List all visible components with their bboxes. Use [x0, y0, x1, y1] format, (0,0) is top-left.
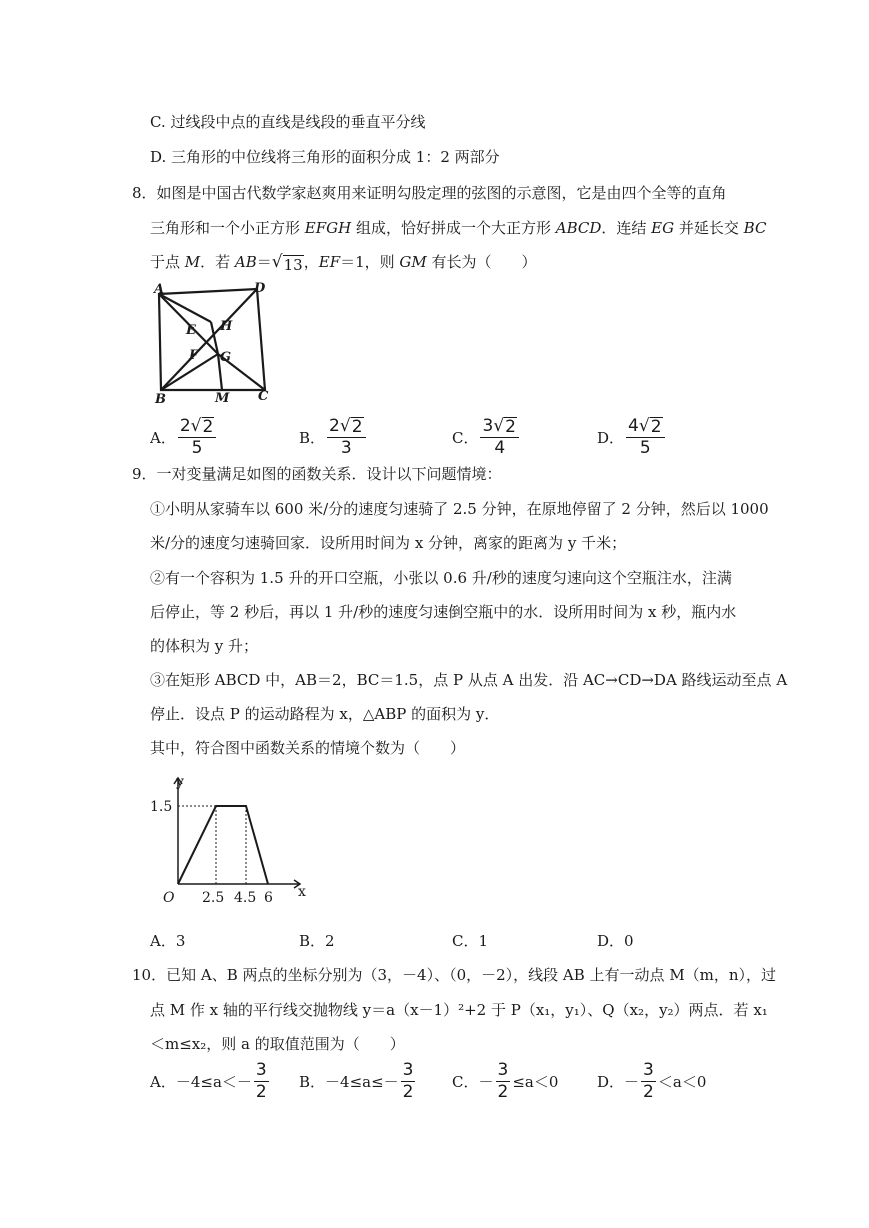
- segment-ae: [159, 294, 211, 322]
- q9-scenario-1-line1: ①小明从家骑车以 600 米/分的速度匀速骑了 2.5 分钟，在原地停留了 2 分钟，然后以 1000: [150, 500, 769, 518]
- y-axis-label: y: [176, 774, 184, 790]
- q9-option-b[interactable]: B．2: [299, 932, 335, 950]
- origin-label: O: [163, 890, 175, 906]
- label-b: B: [155, 392, 166, 404]
- q10-option-a[interactable]: A． －4≤a＜－ $\frac{3}{2}$: [150, 1060, 267, 1102]
- q8-stem-line2: 三角形和一个小正方形 EFGH 组成，恰好拼成一个大正方形 ABCD．连结 EG 并延长交 BC: [150, 219, 767, 237]
- q8-option-d[interactable]: D． 4 √ 2 5: [597, 416, 667, 458]
- q7-option-d: D. 三角形的中位线将三角形的面积分成 1：2 两部分: [150, 148, 500, 166]
- q8-option-b[interactable]: B． 2 √ 2 3: [299, 416, 368, 458]
- x-tick-4-5: 4.5: [234, 890, 257, 906]
- q9-stem: 9．一对变量满足如图的函数关系．设计以下问题情境：: [132, 465, 502, 483]
- q9-scenario-3-line2: 停止．设点 P 的运动路程为 x，△ABP 的面积为 y．: [150, 705, 500, 723]
- q8-option-a[interactable]: A． 2 √ 2 5: [150, 416, 218, 458]
- x-tick-2-5: 2.5: [202, 890, 225, 906]
- q9-scenario-1-line2: 米/分的速度匀速骑回家．设所用时间为 x 分钟，离家的距离为 y 千米；: [150, 534, 627, 552]
- q7-option-c: C. 过线段中点的直线是线段的垂直平分线: [150, 113, 426, 131]
- label-d: D: [254, 282, 266, 296]
- label-c: C: [258, 389, 269, 404]
- q8-option-c[interactable]: C． 3 √ 2 4: [452, 416, 521, 458]
- x-axis-label: x: [298, 884, 306, 900]
- q9-option-c[interactable]: C．1: [452, 932, 489, 950]
- q10-option-b[interactable]: B． －4≤a≤－ $\frac{3}{2}$: [299, 1060, 414, 1102]
- q8-figure-zhao-shuang-diagram: [148, 282, 278, 404]
- x-tick-6: 6: [264, 890, 273, 906]
- q10-option-d[interactable]: D． － $\frac{3}{2}$ ＜a＜0: [597, 1060, 707, 1102]
- q10-option-c[interactable]: C． － $\frac{3}{2}$ ≤a＜0: [452, 1060, 559, 1102]
- function-polyline: [178, 806, 268, 884]
- q10-stem-line1: 10．已知 A、B 两点的坐标分别为（3，－4）、（0，－2），线段 AB 上有一动点 M（m，n），过: [132, 966, 777, 984]
- q9-scenario-2-line3: 的体积为 y 升；: [150, 637, 259, 655]
- label-e: E: [186, 323, 196, 338]
- q10-stem-line2: 点 M 作 x 轴的平行线交抛物线 y＝a（x－1）²+2 于 P（x₁，y₁）、Q（x₂，y₂）两点．若 x₁: [150, 1001, 768, 1019]
- q8-stem-line3: 于点 M．若 AB＝ √ 13 ，EF＝1，则 GM 有长为（ ）: [150, 252, 537, 274]
- q9-function-graph: [140, 772, 310, 912]
- label-f: F: [189, 348, 199, 363]
- q9-question: 其中，符合图中函数关系的情境个数为（ ）: [150, 739, 466, 757]
- label-m: M: [215, 391, 230, 404]
- sqrt-13: √ 13: [271, 252, 303, 274]
- label-g: G: [220, 350, 232, 365]
- label-a: A: [154, 282, 165, 297]
- y-tick-1-5: 1.5: [150, 799, 173, 815]
- q10-stem-line3: ＜m≤x₂，则 a 的取值范围为（ ）: [150, 1035, 405, 1053]
- q9-scenario-3-line1: ③在矩形 ABCD 中，AB＝2，BC＝1.5，点 P 从点 A 出发．沿 AC→CD→DA 路线运动至点 A: [150, 671, 788, 689]
- q9-option-d[interactable]: D．0: [597, 932, 634, 950]
- q9-scenario-2-line1: ②有一个容积为 1.5 升的开口空瓶，小张以 0.6 升/秒的速度匀速向这个空瓶注水，注满: [150, 569, 732, 587]
- label-h: H: [220, 319, 233, 334]
- q9-option-a[interactable]: A．3: [150, 932, 186, 950]
- q8-stem-line1: 8．如图是中国古代数学家赵爽用来证明勾股定理的弦图的示意图，它是由四个全等的直角: [132, 184, 727, 202]
- segment-db: [161, 289, 257, 390]
- q9-scenario-2-line2: 后停止，等 2 秒后，再以 1 升/秒的速度匀速倒空瓶中的水．设所用时间为 x 秒，瓶内水: [150, 603, 737, 621]
